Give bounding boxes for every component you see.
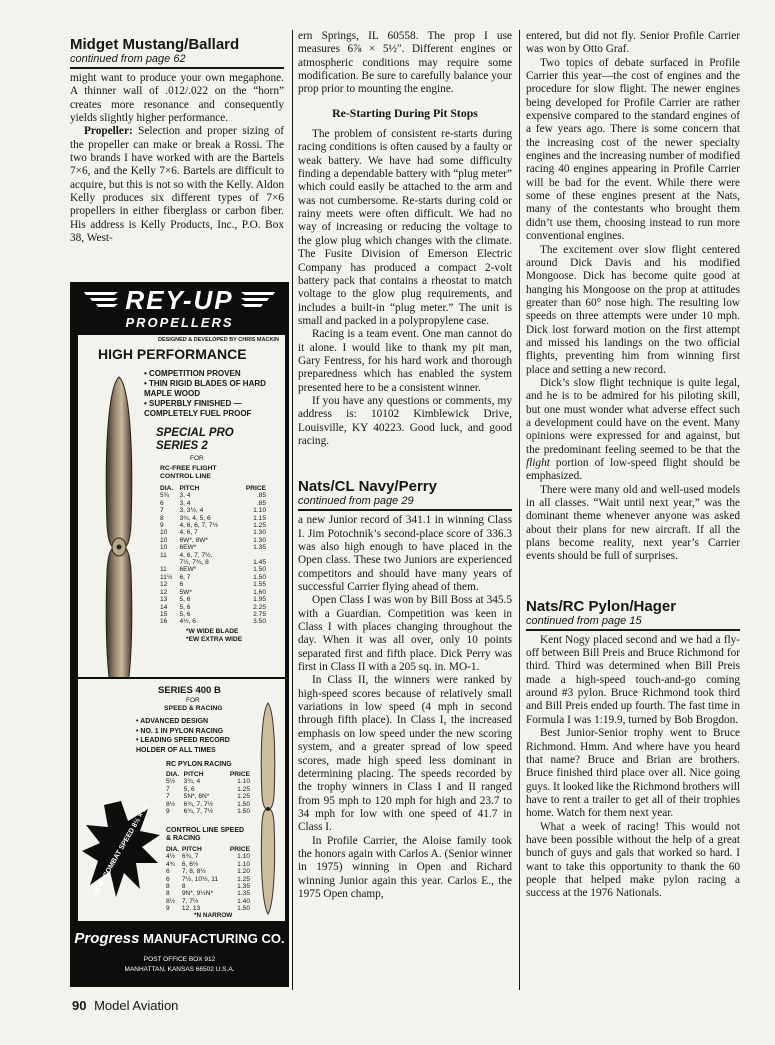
table-row [166, 853, 250, 860]
ad-designer: DESIGNED & DEVELOPED BY CHRIS MACKIN [158, 337, 279, 343]
table-note: *EW EXTRA WIDE [186, 636, 243, 643]
cell-price: 1.30 [253, 529, 266, 537]
table-row [160, 515, 266, 522]
ad-footer [70, 922, 289, 987]
paragraph-text: Selection and proper sizing of the propeller can make or break a Rossi. The two brands I have worked with are the Bartels 7×6, and the Kelly 7×6. Bartels are difficult to acquire, but this is not so with the Kelly. Aldon Kelly produces six different types of 7×6 propellers in either fiberglass or carbon fiber. His address is Kelly Products, Inc., P.O. Box 38, West- [70, 125, 284, 245]
cell-price: 1.60 [253, 588, 266, 596]
column-divider [292, 30, 293, 990]
cell-price: 2.25 [253, 603, 266, 611]
maker-name [70, 930, 289, 947]
cell-pitch: 5, 6 [183, 785, 195, 793]
cell-pitch: 7½, 10½, 11 [181, 875, 219, 883]
price-table-pylon [166, 771, 250, 815]
table-row [160, 529, 266, 536]
cell-pitch: 4, 6, 7, 7½, [179, 551, 213, 559]
ad-address-2: MANHATTAN, KANSAS 66502 U.S.A. [124, 966, 235, 973]
starburst-text: NEW! COMBAT SPEED 8½ × 7½ [91, 801, 151, 897]
cell-dia: 14 [160, 603, 168, 611]
cell-pitch: 3, 4 [179, 492, 191, 500]
cell-price: 2.75 [253, 610, 266, 618]
cell-price: 1.10 [253, 507, 266, 515]
cell-pitch: 6¾, 7, 7½ [183, 800, 213, 808]
table-note: *W WIDE BLADE [186, 628, 239, 635]
table-row [160, 566, 266, 573]
col-pitch-header: PITCH [181, 846, 202, 853]
article-header-midget-mustang: Midget Mustang/Ballard [70, 36, 240, 53]
cell-dia: 12 [160, 588, 168, 596]
price-table-control-line [166, 846, 250, 913]
article-header-pylon-hager: Nats/RC Pylon/Hager [526, 597, 677, 615]
series2-use: SPEED & RACING [164, 705, 223, 712]
page-number: 90 [72, 998, 87, 1013]
table-row [160, 552, 266, 559]
paragraph: Two topics of debate surfaced in Profile Carrier this year—the cost of engines and the procedure for slow flight. The newer engines being developed for Profile Carrier are rather expensive compared to the standard engines of a few years ago. There is some concern that the increasing cost of the newer specialty engines and the increasing number of modified racing 40 engines appearing in Profile Carrier will be bad for the event. While there were some of these engines present at the Nats, many of the contestants who brought them didn’t use them, choosing instead to run more conventional engines. [526, 56, 740, 243]
cell-price: .85 [256, 492, 266, 500]
new-combat-starburst [80, 799, 162, 899]
col-pitch-header: PITCH [179, 485, 200, 492]
cell-price: 3.50 [253, 618, 266, 626]
ad-address-1: POST OFFICE BOX 912 [143, 956, 216, 963]
cell-dia: 6 [166, 868, 170, 876]
continued-from-label: continued from page 15 [526, 615, 740, 631]
cell-pitch: 5N*, 6N* [183, 793, 210, 801]
cell-price: 1.55 [253, 581, 266, 589]
cell-price: 1.20 [237, 868, 250, 876]
col-price-header: PRICE [229, 771, 250, 778]
cell-price: 1.10 [237, 853, 250, 861]
series1-use: RC-FREE FLIGHT CONTROL LINE [160, 465, 217, 480]
continued-from-label: continued from page 62 [70, 53, 284, 69]
wings-icon [70, 282, 289, 334]
cell-pitch: 4, 6, 7 [179, 529, 198, 537]
cell-price: 1.50 [237, 808, 250, 816]
magazine-name: Model Aviation [94, 998, 179, 1013]
rev-up-propellers-ad [70, 282, 289, 987]
subhead-restarting: Re-Starting During Pit Stops [332, 105, 478, 120]
cell-pitch: 6¾, 7, 7½ [183, 808, 213, 816]
table-row [166, 801, 250, 808]
table-row [160, 596, 266, 603]
cell-pitch: 5W* [179, 588, 192, 596]
cell-dia: 11½ [160, 573, 173, 581]
cell-pitch: 8 [181, 883, 186, 891]
table-row [160, 574, 266, 581]
col-price-header: PRICE [245, 485, 266, 492]
ad-brand: REY-UP [125, 285, 234, 315]
cell-dia: 6 [166, 875, 170, 883]
series1-title: SPECIAL PRO SERIES 2 [156, 427, 234, 452]
ad-logo [70, 282, 289, 334]
paragraph: Best Junior-Senior trophy went to Bruce Richmond. Hmm. And where have you heard that name? Bruce and Brian are brothers. Bruce finished third place over all. Nice going guys. It looked like the Richmond brothers will have to rent a trailer to get all of their trophies home. Watch for them next year. [526, 727, 740, 820]
emphasis: flight [526, 457, 550, 469]
cell-pitch: 7½, 7¾, 8 [179, 559, 209, 567]
cell-dia: 7 [166, 793, 170, 801]
paragraph [70, 125, 284, 245]
cell-dia: 8 [160, 514, 164, 522]
series2-title: SERIES 400 B [158, 685, 221, 696]
paragraph: Racing is a team event. One man cannot do it alone. I would like to thank my pit man, Gary Fentress, for his hard work and thorough preparedness which has enabled the system presented here to be a consistent winner. [298, 328, 512, 394]
cell-price: 1.35 [237, 883, 250, 891]
pylon-title: RC PYLON RACING [166, 761, 232, 768]
cell-price: 1.35 [237, 890, 250, 898]
table-row [166, 778, 250, 785]
cell-dia: 8 [166, 883, 170, 891]
cell-dia: 13 [160, 596, 168, 604]
cell-pitch: 5, 6 [179, 596, 191, 604]
cell-pitch: 4, 6, 6, 7, 7½ [179, 522, 218, 530]
cell-dia: 10 [160, 544, 168, 552]
cell-pitch: 9N*, 9½N* [181, 890, 214, 898]
cell-dia: 15 [160, 610, 168, 618]
continued-from-label: continued from page 29 [298, 495, 512, 511]
cell-price: 1.10 [237, 778, 250, 786]
features-list [144, 369, 284, 419]
feature-item: • COMPETITION PROVEN [144, 369, 241, 378]
paragraph: Dick’s slow flight technique is quite legal, and he is to be admired for his piloting skill, but one must wonder what adverse effect such a development could have on the event. Many opinions were expressed for and against, but the predominant feeling seemed to be that the flight portion of low-speed flight should be emphasized. [526, 376, 740, 483]
cell-pitch: 6EW* [179, 544, 197, 552]
table-row [166, 808, 250, 815]
paragraph: a new Junior record of 341.1 in winning Class I. Jim Potochnik’s second-place score of 336.3 was also high enough to have placed in the Open class. These two Juniors are experienced competitors and should have many years of successful Carrier flying ahead of them. [298, 514, 512, 594]
ad-headline: HIGH PERFORMANCE [98, 346, 247, 362]
table-row [160, 492, 266, 499]
table-row [166, 868, 250, 875]
paragraph: In Profile Carrier, the Aloise family took the honors again with Carlos A. (Senior winner in 1975) winning in Open and Richard winning Junior again this year. Carlos E., the 1975 Open champ, [298, 834, 512, 900]
cell-price: 1.30 [253, 536, 266, 544]
cl-title: CONTROL LINE SPEED & RACING [166, 827, 245, 842]
cell-price: 1.15 [253, 514, 266, 522]
cell-price: 1.50 [237, 905, 250, 913]
cell-pitch: 6, 6½ [181, 860, 199, 868]
table-row [160, 589, 266, 596]
cell-dia: 9 [166, 808, 170, 816]
paragraph: In Class II, the winners were ranked by high-speed scores because of relatively small variations in low speed (4 mph in second through fifth place). In Class I, the increased emphasis on low speed under the new scoring system, and a greater spread of low speed scores, made high speed less dominant in determining placing. The speeds recorded by the trophy winners in Class I and II ranged from 95 mph to 120 mph for high and 23.7 to 34 mph for low with one speed of 41.7 in Class I. [298, 674, 512, 834]
paragraph: The excitement over slow flight centered around Dick Davis and his modified Mongoose. Dick has become quite good at hanging his Mongoose on the prop at attitudes greater than 60° nose high. The resulting low speeds on three attempts were under 10 mph. Dick lost forward motion on the first attempt and missed his landings on the two official flights, preventing him from winning first place and setting a new record. [526, 243, 740, 376]
cell-price: 1.95 [253, 596, 266, 604]
cell-dia: 5¾ [160, 492, 170, 500]
cell-dia: 8 [166, 890, 170, 898]
cell-dia: 10 [160, 536, 168, 544]
cell-price: .85 [256, 499, 266, 507]
table-row [160, 559, 266, 566]
paragraph: entered, but did not fly. Senior Profile Carrier was won by Otto Graf. [526, 30, 740, 56]
cell-pitch: 6¾, 7 [181, 853, 199, 861]
cell-pitch: 3, 3½, 4 [179, 507, 204, 515]
col-dia-header: DIA. [160, 485, 174, 492]
cell-dia: 11 [160, 566, 167, 574]
cell-price [236, 552, 266, 559]
table-row [160, 500, 266, 507]
column-middle [298, 30, 512, 901]
article-header-navy-perry: Nats/CL Navy/Perry [298, 478, 437, 496]
col-price-header: PRICE [229, 846, 250, 853]
page-footer [72, 998, 178, 1013]
table-row [160, 604, 266, 611]
table-row [160, 537, 266, 544]
cell-pitch: 12, 13 [181, 905, 201, 913]
cell-dia: 4¾ [166, 860, 176, 868]
maker-script: Progress [74, 930, 140, 947]
ad-product: PROPELLERS [125, 315, 234, 330]
paragraph: Open Class I was won by Bill Boss at 345.5 with a Guardian. Competition was keen in Class I with places changing throughout the day. When it was all over, only 10 points separated first and fifth place. Dick Perry was first in Class II with a 205 sq. in. MO-1. [298, 594, 512, 674]
cell-pitch: 7, 7½ [181, 897, 199, 905]
cell-pitch: 6EW* [179, 566, 197, 574]
table-row [166, 898, 250, 905]
series1-for: FOR [190, 455, 204, 462]
speed-propeller-image [256, 701, 280, 916]
col-pitch-header: PITCH [183, 771, 204, 778]
cell-price: 1.45 [253, 559, 266, 567]
cell-dia: 10 [160, 529, 168, 537]
column-divider [519, 30, 520, 990]
paragraph: Kent Nogy placed second and we had a fly-off between Bill Preis and Bruce Richmond for third. Third was determined when Bill Preis made a high-speed touch-and-go coming around #3 pylon. Bruce Richmond took third and Bill Preis ended up fourth. The fast time in Formula I was 1:19.9, turned by Bob Brogdon. [526, 633, 740, 726]
feature-item: • NO. 1 IN PYLON RACING [136, 727, 224, 735]
cell-dia: 5½ [166, 778, 176, 786]
cell-pitch: 3¾, 4, 5, 6 [179, 514, 211, 522]
series2-for: FOR [186, 697, 200, 704]
cell-dia: 9 [166, 905, 170, 913]
table-row [160, 522, 266, 529]
column-left [70, 36, 284, 245]
table-row [166, 861, 250, 868]
cell-dia: 12 [160, 581, 168, 589]
cell-dia: 8½ [166, 800, 176, 808]
cell-price: 1.25 [237, 875, 250, 883]
cell-price: 1.25 [237, 793, 250, 801]
table-row [166, 890, 250, 897]
table-row [160, 611, 266, 618]
col-dia-header: DIA. [166, 846, 180, 853]
cell-dia: 4½ [166, 853, 176, 861]
cell-price: 1.50 [253, 573, 266, 581]
cell-price: 1.25 [237, 785, 250, 793]
cell-price: 1.50 [253, 566, 266, 574]
cell-price: 1.25 [253, 522, 266, 530]
paragraph: ern Springs, IL 60558. The prop I use measures 6⅞ × 5½″. Different engines or atmospheric conditions may require some modification. Be sure to carefully balance your prop prior to mounting the engine. [298, 30, 512, 96]
cell-dia: 7 [166, 785, 170, 793]
feature-item: • ADVANCED DESIGN [136, 718, 209, 725]
cell-dia: 9 [160, 522, 164, 530]
cell-dia: 8½ [166, 897, 176, 905]
cell-dia: 7 [160, 507, 164, 515]
paragraph: What a week of racing! This would not have been possible without the help of a great bunch of guys and gals that worked so hard. I want to take this opportunity to thank the 60 people that helped make pylon racing a success at the 1976 Nationals. [526, 820, 740, 900]
table-row [166, 876, 250, 883]
table-row [166, 793, 250, 800]
table-note: *N NARROW [194, 912, 233, 919]
feature-item: • LEADING SPEED RECORD HOLDER OF ALL TIMES [136, 737, 230, 754]
cell-pitch: 3, 4 [179, 499, 191, 507]
paragraph: The problem of consistent re-starts during racing conditions is often caused by a faulty or weak battery. We have had some difficulty finding a dependable battery with “plug meter” which could easily be attached to the arm and was not cumbersome. Re-starts during cold or rainy meets were often difficult. We had no way of increasing or reducing the voltage to the glow plug which changes with the climate. The Fusite Division of Emerson Electric Company has produced a compact 2-volt battery pack that contains a rheostat to match voltage to the glow plug requirements, and includes a built-in “plug meter.” The unit is small and packed in a polypropylene case. [298, 128, 512, 327]
cell-pitch: 3¾, 4 [183, 778, 201, 786]
feature-item: • SUPERBLY FINISHED — COMPLETELY FUEL PROOF [144, 399, 252, 418]
cell-pitch: 6 [179, 581, 184, 589]
maker-suffix: MANUFACTURING CO. [143, 931, 285, 946]
cell-dia: 16 [160, 618, 168, 626]
cell-pitch: 7, 8, 8½ [181, 868, 206, 876]
table-row [166, 786, 250, 793]
cell-pitch: 5, 6 [179, 610, 191, 618]
feature-item: • THIN RIGID BLADES OF HARD MAPLE WOOD [144, 379, 266, 398]
column-right [526, 30, 740, 901]
table-row [160, 581, 266, 588]
price-table-series2 [160, 485, 266, 626]
ad-panel-lower [78, 677, 285, 921]
table-row [160, 507, 266, 514]
cell-pitch: 6W*, 8W* [179, 536, 209, 544]
col-dia-header: DIA. [166, 771, 180, 778]
cell-price: 1.35 [253, 544, 266, 552]
table-row [160, 618, 266, 625]
paragraph: There were many old and well-used models in all classes. “Wait until next year,” was the dominant theme whenever anyone was asked about their plans for new aircraft. If all the plans become reality, next year’s Carrier events should be full of surprises. [526, 483, 740, 563]
features2-list [136, 717, 254, 755]
cell-price: 1.40 [237, 897, 250, 905]
cell-pitch: 5, 6 [179, 603, 191, 611]
cell-dia [160, 559, 179, 566]
paragraph-lead: Propeller: [84, 125, 133, 138]
table-row [160, 544, 266, 551]
paragraph: might want to produce your own megaphone. A thinner wall of .012/.022 on the “horn” creates more resonance and consequently yields slightly higher performance. [70, 72, 284, 125]
cell-price: 1.10 [237, 860, 250, 868]
propeller-image [98, 375, 140, 720]
cell-pitch: 6, 7 [179, 573, 191, 581]
cell-dia: 6 [160, 499, 164, 507]
cell-price: 1.50 [237, 800, 250, 808]
paragraph: If you have any questions or comments, my address is: 10102 Kimblewick Drive, Louisville, KY 40223. Good luck, and good racing. [298, 394, 512, 447]
cell-pitch: 4½, 6 [179, 618, 196, 626]
cell-dia: 11 [160, 551, 167, 559]
